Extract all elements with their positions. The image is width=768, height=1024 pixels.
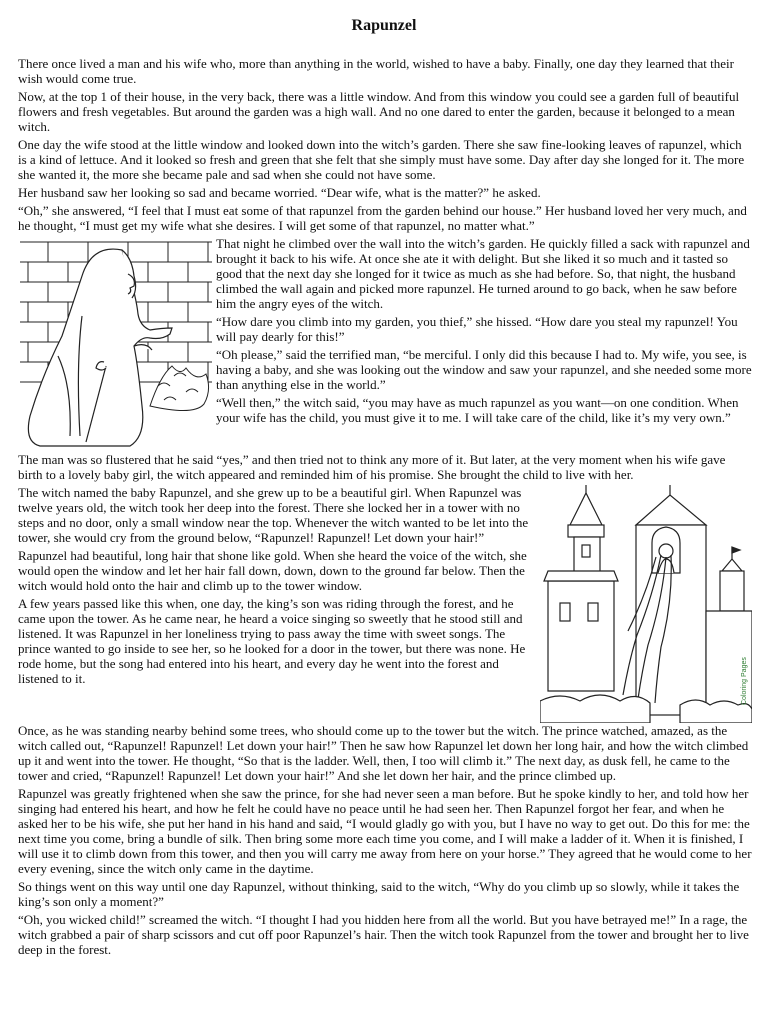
witch-drawing bbox=[18, 236, 212, 448]
paragraph: The man was so flustered that he said “yes,” and then tried not to think any more of it. But later, at the very moment when his wife gave birth to a lovely baby girl, the witch appeared and reminded him of his promise. She brought the child to live with her. bbox=[18, 452, 726, 482]
paragraph: “Oh please,” said the terrified man, “be merciful. I only did this because I had to. My wife, you see, is having a baby, and she was looking out the window and saw your rapunzel, and she needed some more than anything else in the world.” bbox=[216, 347, 752, 392]
paragraph: The witch named the baby Rapunzel, and she grew up to be a beautiful girl. When Rapunzel was twelve years old, the witch took her deep into the forest. There she locked her in a tower with no steps and no door, only a small window near the top. Whenever the witch wanted to be let into the tower, she would cry from the ground below, “Rapunzel! Rapunzel! Let down your hair!” bbox=[18, 485, 529, 545]
paragraph: “Oh,” she answered, “I feel that I must eat some of that rapunzel from the garden behind our house.” Her husband loved her very much, and he thought, “I must get my wife what she desires. I will get some of that rapunzel, no matter what.” bbox=[18, 203, 747, 233]
paragraph: “How dare you climb into my garden, you thief,” she hissed. “How dare you steal my rapunzel! You will pay dearly for this!” bbox=[216, 314, 738, 344]
paragraph: There once lived a man and his wife who, more than anything in the world, wished to have a baby. Finally, one day they learned that their wish would come true. bbox=[18, 56, 734, 86]
paragraph: Once, as he was standing nearby behind some trees, who should come up to the tower but the witch. The prince watched, amazed, as the witch called out, “Rapunzel! Rapunzel! Let down your hair!” Then he saw how Rapunzel let down her long hair, and how the witch climbed up it and went into the tower. He thought, “So that is the ladder. Well, then, I too will climb it.” The next day, as dusk fell, he came to the tower and cried, “Rapunzel! Rapunzel! Let down your hair!” And she let down her hair, and the prince climbed up. bbox=[18, 723, 749, 783]
paragraph: “Oh, you wicked child!” screamed the witch. “I thought I had you hidden here from all the world. But you have betrayed me!” In a rage, the witch grabbed a pair of sharp scissors and cut off poor Rapunzel’s hair. Then the witch took Rapunzel from the tower and brought her to live deep in the forest. bbox=[18, 912, 749, 957]
paragraph: One day the wife stood at the little window and looked down into the witch’s garden. There she saw fine-looking leaves of rapunzel, which is a kind of lettuce. And it looked so fresh and green that she felt that she simply must have some. Day after day she longed for it. The more she wanted it, the more she became pale and sad when she could not have some. bbox=[18, 137, 745, 182]
story-text bbox=[18, 56, 752, 960]
paragraph: “Well then,” the witch said, “you may have as much rapunzel as you want—on one condition. When your wife has the child, you must give it to me. I will take care of the child, like it’s my very own.” bbox=[216, 395, 739, 425]
paragraph: Her husband saw her looking so sad and became worried. “Dear wife, what is the matter?” he asked. bbox=[18, 185, 541, 200]
paragraph: Rapunzel was greatly frightened when she saw the prince, for she had never seen a man before. But he spoke kindly to her, and told how her singing had entered his heart, and how he felt he could have no peace until he had seen her. Then Rapunzel forgot her fear, and when he asked her to be his wife, she put her hand in his hand and said, “I would gladly go with you, but I have no way to get out. Do this for me: the next time you come, bring a bundle of silk. Then bring some more each time you come, and I will make a ladder of it. When it is finished, I will use it to climb down from this tower, and then you will carry me away from here on your horse.” They agreed that he would come to her every evening, since the witch only came in the daytime. bbox=[18, 786, 752, 876]
paragraph: So things went on this way until one day Rapunzel, without thinking, said to the witch, “Why do you climb up so slowly, while it takes the king’s son only a moment?” bbox=[18, 879, 740, 909]
tower-watermark: Coloring Pages bbox=[741, 657, 748, 705]
paragraph: Now, at the top 1 of their house, in the very back, there was a little window. And from this window you could see a garden full of beautiful flowers and fresh vegetables. But around the garden was a high wall. And no one dared to enter the garden, because it belonged to a mean witch. bbox=[18, 89, 740, 134]
tower-illustration bbox=[540, 485, 752, 723]
paragraph: That night he climbed over the wall into the witch’s garden. He quickly filled a sack with rapunzel and brought it back to his wife. At once she ate it with delight. But she liked it so much and it tasted so good that the next day she longed for it twice as much as she had before. So, that night, the husband climbed the wall again and picked more rapunzel. He turned around to go back, when he saw before him the angry eyes of the witch. bbox=[216, 236, 750, 311]
paragraph: A few years passed like this when, one day, the king’s son was riding through the forest, and he came upon the tower. As he came near, he heard a voice singing so sweetly that he stood still and listened. It was Rapunzel in her loneliness trying to pass away the time with sweet songs. The prince wanted to go inside to see her, so he looked for a door in the tower, but there was none. He rode home, but the song had entered into his heart, and every day he went into the forest and listened to it. bbox=[18, 596, 526, 686]
page-title: Rapunzel bbox=[351, 17, 417, 34]
tower-drawing bbox=[540, 485, 752, 723]
witch-illustration bbox=[18, 236, 212, 448]
paragraph: Rapunzel had beautiful, long hair that shone like gold. When she heard the voice of the witch, she would open the window and let her hair fall down, down, down to the ground far below. Then the witch would hold onto the hair and climb up to the tower window. bbox=[18, 548, 527, 593]
